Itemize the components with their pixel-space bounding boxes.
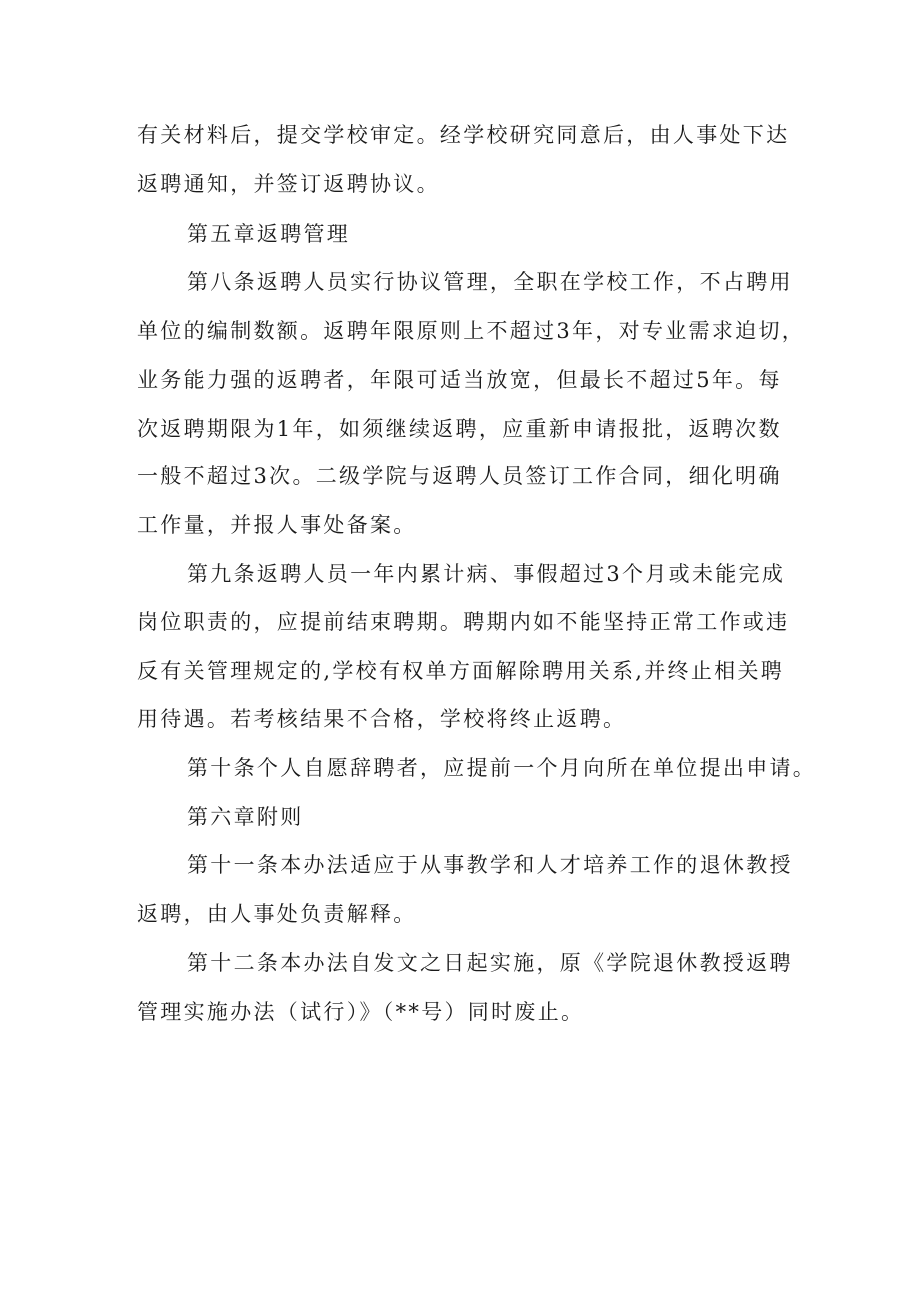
- text-line: 有关材料后，提交学校审定。经学校研究同意后，由人事处下达: [137, 123, 790, 147]
- text-line: 次返聘期限为1年，如须继续返聘，应重新申请报批，返聘次数: [137, 417, 782, 441]
- text-line: 业务能力强的返聘者，年限可适当放宽，但最长不超过5年。每: [137, 368, 782, 392]
- text-line: 用待遇。若考核结果不合格，学校将终止返聘。: [137, 707, 627, 731]
- article-11-line: 第十一条本办法适应于从事教学和人才培养工作的退休教授: [187, 853, 793, 877]
- chapter-heading: 第五章返聘管理: [187, 222, 351, 246]
- chapter-heading: 第六章附则: [187, 805, 304, 829]
- text-line: 岗位职责的，应提前结束聘期。聘期内如不能坚持正常工作或违: [137, 610, 790, 634]
- text-line: 工作量，并报人事处备案。: [137, 513, 417, 537]
- text-line: 返聘通知，并签订返聘协议。: [137, 172, 440, 196]
- text-line: 单位的编制数额。返聘年限原则上不超过3年，对专业需求迫切，: [137, 319, 806, 343]
- article-9-line: 第九条返聘人员一年内累计病、事假超过3个月或未能完成: [187, 562, 786, 586]
- text-line: 一般不超过3次。二级学院与返聘人员签订工作合同，细化明确: [137, 464, 782, 488]
- text-line: 管理实施办法（试行）》（**号）同时废止。: [137, 1000, 585, 1024]
- article-8-line: 第八条返聘人员实行协议管理，全职在学校工作，不占聘用: [187, 270, 793, 294]
- article-10-line: 第十条个人自愿辞聘者，应提前一个月向所在单位提出申请。: [187, 756, 817, 780]
- article-12-line: 第十二条本办法自发文之日起实施，原《学院退休教授返聘: [187, 951, 793, 975]
- text-line: 反有关管理规定的,学校有权单方面解除聘用关系,并终止相关聘: [137, 659, 785, 683]
- text-line: 返聘，由人事处负责解释。: [137, 902, 417, 926]
